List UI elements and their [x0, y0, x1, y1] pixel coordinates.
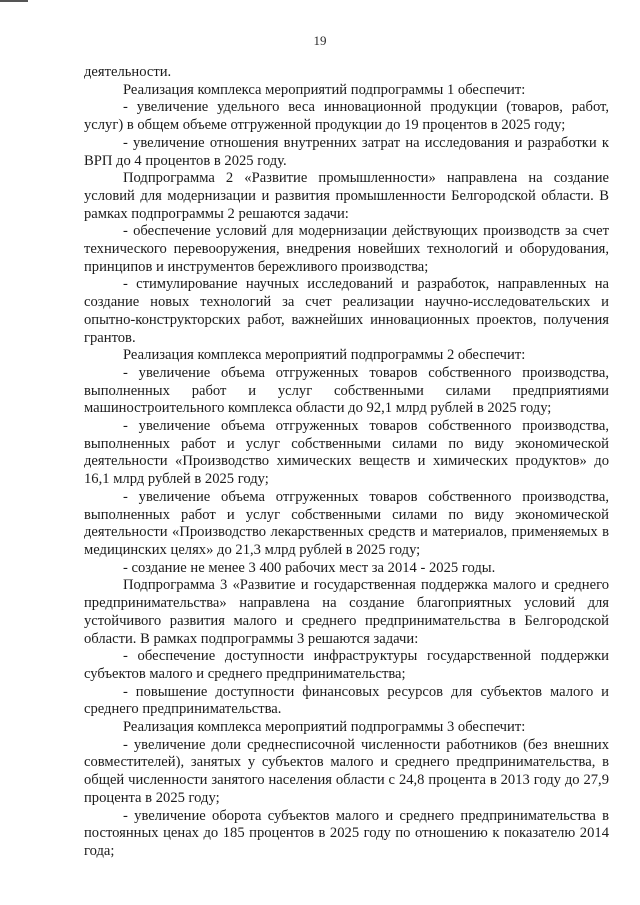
paragraph-10: - увеличение объема отгруженных товаров собственного производства, выполненных работ и услуг собственными силами по виду экономической деятельности «Производство лекарственных средств и материалов, применяемых в медицинских целях» до 21,3 млрд рублей в 2025 году;: [84, 488, 609, 558]
paragraph-13: - обеспечение доступности инфраструктуры государственной поддержки субъектов малого и среднего предпринимательства;: [84, 648, 609, 682]
paragraph-12: Подпрограмма 3 «Развитие и государственная поддержка малого и среднего предпринимательства» направлена на создание благоприятных условий для устойчивого развития малого и среднего предпринимательства в Белгородской области. В рамках подпрограммы 3 решаются задачи:: [84, 577, 609, 647]
paragraph-17: - увеличение оборота субъектов малого и среднего предпринимательства в постоянных ценах до 185 процентов в 2025 году по отношению к показателю 2014 года;: [84, 807, 609, 859]
paragraph-7: Реализация комплекса мероприятий подпрограммы 2 обеспечит:: [123, 347, 526, 364]
paragraph-2: - увеличение удельного веса инновационной продукции (товаров, работ, услуг) в общем объеме отгруженной продукции до 19 процентов в 2025 году;: [84, 99, 609, 134]
paragraph-4: Подпрограмма 2 «Развитие промышленности» направлена на создание условий для модернизации и развития промышленности Белгородской области. В рамках подпрограммы 2 решаются задачи:: [84, 170, 609, 222]
paragraph-15: Реализация комплекса мероприятий подпрограммы 3 обеспечит:: [123, 719, 526, 736]
paragraph-16: - увеличение доли среднесписочной численности работников (без внешних совместителей), занятых у субъектов малого и среднего предпринимательства, в общей численности занятого населения области с 24,8 процента в 2013 году до 27,9 процента в 2025 году;: [84, 736, 609, 806]
paragraph-5: - обеспечение условий для модернизации действующих производств за счет технического перевооружения, внедрения новейших технологий и оборудования, принципов и инструментов бережливого производства;: [84, 223, 609, 275]
paragraph-8: - увеличение объема отгруженных товаров собственного производства, выполненных работ и услуг собственными силами предприятиями машиностроительного комплекса области до 92,1 млрд рублей в 2025 году;: [84, 364, 609, 417]
document-body: [84, 64, 609, 861]
paragraph-14: - повышение доступности финансовых ресурсов для субъектов малого и среднего предпринимательства.: [84, 683, 609, 718]
paragraph-1: Реализация комплекса мероприятий подпрограммы 1 обеспечит:: [123, 81, 526, 98]
paragraph-0: деятельности.: [84, 64, 172, 80]
page-number: 19: [313, 33, 327, 48]
paragraph-6: - стимулирование научных исследований и разработок, направленных на создание новых технологий за счет реализации научно-исследовательских и опытно-конструкторских работ, важнейших инновационных проектов, получения грантов.: [84, 276, 609, 346]
paragraph-11: - создание не менее 3 400 рабочих мест за 2014 - 2025 годы.: [123, 559, 496, 576]
paragraph-9: - увеличение объема отгруженных товаров собственного производства, выполненных работ и услуг собственными силами по виду экономической деятельности «Производство химических веществ и химических продуктов» до 16,1 млрд рублей в 2025 году;: [84, 418, 609, 488]
paragraph-3: - увеличение отношения внутренних затрат на исследования и разработки к ВРП до 4 процентов в 2025 году.: [84, 134, 609, 169]
scan-edge-mark: [0, 0, 28, 2]
